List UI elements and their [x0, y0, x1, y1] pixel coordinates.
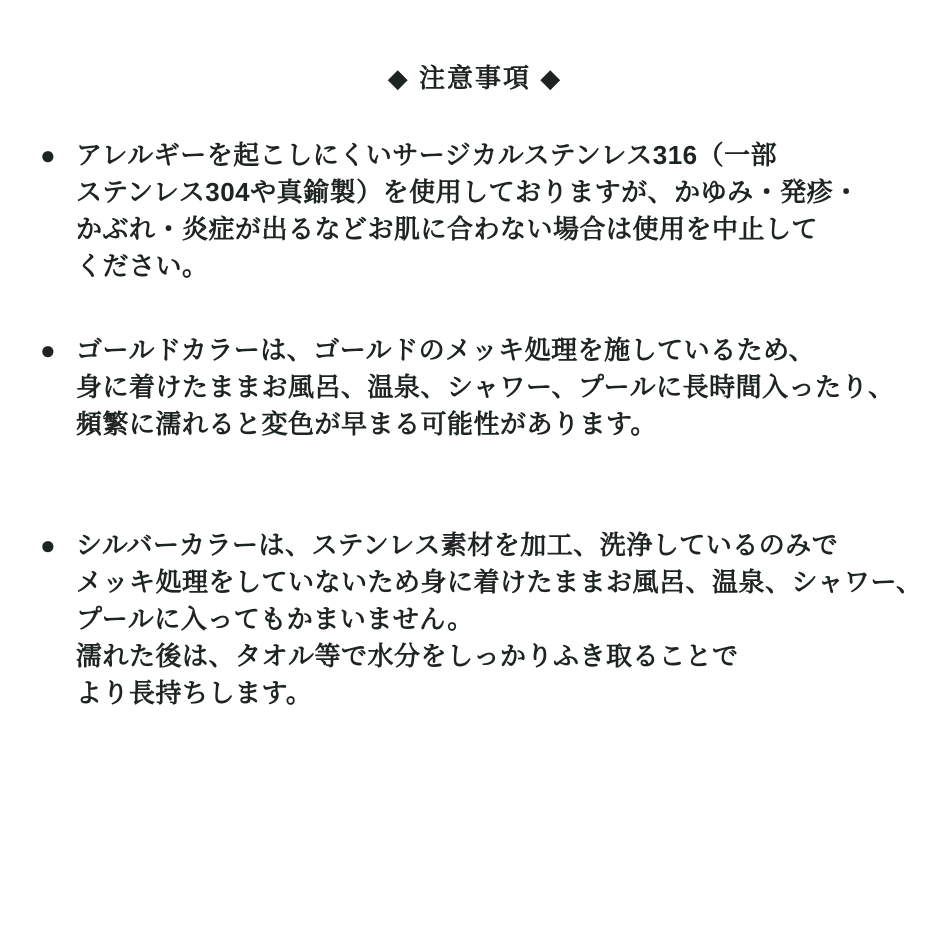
- note-text: [76, 137, 930, 285]
- note-text: [76, 332, 930, 443]
- note-item-silver-color: [0, 527, 950, 712]
- note-line: より長持ちします。: [76, 678, 313, 708]
- note-line: ください。: [76, 251, 209, 281]
- note-line: メッキ処理をしていないため身に着けたままお風呂、温泉、シャワー、: [76, 567, 923, 597]
- bullet-icon: ●: [40, 530, 57, 560]
- note-line: プールに入ってもかまいません。: [76, 604, 474, 634]
- bullet-icon: ●: [40, 335, 57, 365]
- note-line: 頻繁に濡れると変色が早まる可能性があります。: [76, 409, 657, 439]
- note-item-gold-color: [0, 332, 950, 443]
- note-line: アレルギーを起こしにくいサージカルステンレス316（一部: [76, 140, 778, 170]
- note-line: シルバーカラーは、ステンレス素材を加工、洗浄しているのみで: [76, 530, 839, 560]
- page-title: ◆ 注意事項 ◆: [387, 63, 563, 93]
- note-line: 身に着けたままお風呂、温泉、シャワー、プールに長時間入ったり、: [76, 372, 895, 402]
- note-line: ゴールドカラーは、ゴールドのメッキ処理を施しているため、: [76, 335, 816, 365]
- note-line: かぶれ・炎症が出るなどお肌に合わない場合は使用を中止して: [76, 214, 819, 244]
- note-line: 濡れた後は、タオル等で水分をしっかりふき取ることで: [76, 641, 739, 671]
- note-line: ステンレス304や真鍮製）を使用しておりますが、かゆみ・発疹・: [76, 177, 860, 207]
- bullet-icon: ●: [40, 140, 57, 170]
- note-text: [76, 527, 930, 712]
- note-item-allergy: [0, 137, 950, 285]
